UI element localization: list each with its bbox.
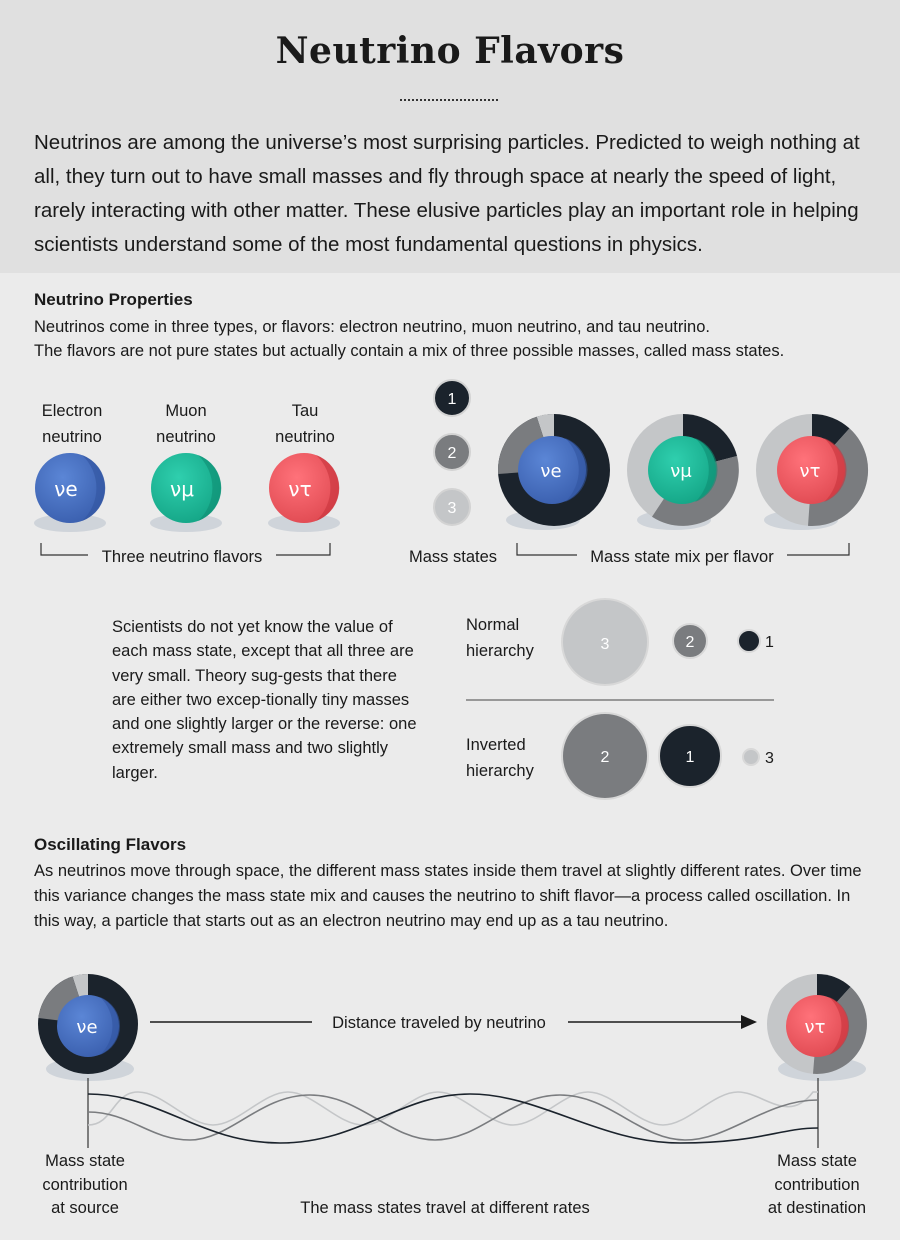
inverted-hierarchy-line2: hierarchy xyxy=(466,762,534,780)
inverted-small-label: 3 xyxy=(765,750,774,767)
inverted-medium-label: 1 xyxy=(685,749,695,766)
source-donut xyxy=(38,974,138,1081)
source-caption-line1: Mass state xyxy=(45,1152,125,1170)
electron-mix-symbol: νe xyxy=(540,461,562,482)
destination-caption-line1: Mass state xyxy=(777,1152,857,1170)
destination-caption-line3: at destination xyxy=(767,1199,867,1217)
muon-label-line2: neutrino xyxy=(156,428,216,446)
distance-label: Distance traveled by neutrino xyxy=(332,1014,546,1032)
inverted-hierarchy-row xyxy=(562,713,774,799)
mass-states-caption: Mass states xyxy=(408,548,498,566)
arrow-head-icon xyxy=(741,1015,757,1029)
muon-mix-donut xyxy=(627,414,739,530)
oscillation-text: As neutrinos move through space, the different mass states inside them travel at slightly different rates. Over time this variance changes the mass state mix and causes the neutrino to shift flavor—a process called oscillation. In this way, a particle that starts out as an electron neutrino may end up as a tau neutrino. xyxy=(34,862,862,930)
normal-small-label: 1 xyxy=(765,634,774,651)
properties-heading: Neutrino Properties xyxy=(34,290,193,309)
normal-large-label: 3 xyxy=(600,636,610,653)
oscillation-waves xyxy=(88,1092,818,1143)
normal-medium-label: 2 xyxy=(685,634,695,651)
electron-label-line1: Electron xyxy=(41,402,103,420)
properties-text-line2: The flavors are not pure states but actually contain a mix of three possible masses, called mass states. xyxy=(34,342,785,360)
mix-caption: Mass state mix per flavor xyxy=(590,548,774,566)
normal-hierarchy-row xyxy=(562,599,774,685)
properties-text-line1: Neutrinos come in three types, or flavors: electron neutrino, muon neutrino, and tau neutrino. xyxy=(34,318,710,336)
hierarchy-explanation: Scientists do not yet know the value of each mass state, except that all three are very small. Theory sug-gests that there are either two excep-tionally tiny masses and one slightly larger or the reverse: one extremely small mass and two slightly larger. xyxy=(112,618,417,782)
inverted-hierarchy-line1: Inverted xyxy=(466,736,526,754)
tau-label-line2: neutrino xyxy=(275,428,335,446)
electron-mix-donut xyxy=(498,414,610,530)
mass-state-2-label: 2 xyxy=(447,445,457,462)
source-caption-line3: at source xyxy=(51,1199,119,1217)
electron-label-line2: neutrino xyxy=(42,428,102,446)
electron-symbol: νe xyxy=(54,477,78,501)
oscillation-heading: Oscillating Flavors xyxy=(34,835,187,854)
flavors-caption: Three neutrino flavors xyxy=(101,548,263,566)
tau-mix-donut xyxy=(756,414,868,530)
destination-caption-line2: contribution xyxy=(774,1175,860,1194)
muon-label-line1: Muon xyxy=(165,402,207,420)
intro-paragraph: Neutrinos are among the universe’s most surprising particles. Predicted to weigh nothing at all, they turn out to have small masses and fly through space at nearly the speed of light, rarely interacting with other matter. These elusive particles play an important role in helping scientists understand some of the most fundamental questions in physics. xyxy=(34,131,860,256)
muon-neutrino-sphere xyxy=(150,453,222,532)
tau-neutrino-sphere xyxy=(268,453,340,532)
normal-hierarchy-line1: Normal xyxy=(466,616,520,634)
electron-neutrino-sphere xyxy=(34,453,106,532)
destination-symbol: ντ xyxy=(804,1017,826,1038)
source-symbol: νe xyxy=(76,1017,98,1038)
destination-donut xyxy=(767,974,867,1081)
page-title: Neutrino Flavors xyxy=(275,30,625,72)
mass-state-3 xyxy=(434,489,470,525)
inverted-large-label: 2 xyxy=(600,749,610,766)
normal-hierarchy-line2: hierarchy xyxy=(466,642,534,660)
rates-label: The mass states travel at different rates xyxy=(300,1199,590,1217)
tau-label-line1: Tau xyxy=(291,402,319,420)
mass-state-3-label: 3 xyxy=(447,500,457,517)
tau-mix-symbol: ντ xyxy=(799,461,821,482)
mass-state-2 xyxy=(434,434,470,470)
source-caption-line2: contribution xyxy=(42,1175,128,1194)
wave-state-1 xyxy=(88,1094,818,1143)
muon-mix-symbol: νμ xyxy=(670,461,692,482)
mass-state-1-label: 1 xyxy=(447,391,457,408)
mass-state-1 xyxy=(434,380,470,416)
muon-symbol: νμ xyxy=(170,477,194,501)
wave-state-2 xyxy=(88,1095,818,1140)
wave-state-3 xyxy=(88,1092,818,1125)
tau-symbol: ντ xyxy=(288,477,312,501)
